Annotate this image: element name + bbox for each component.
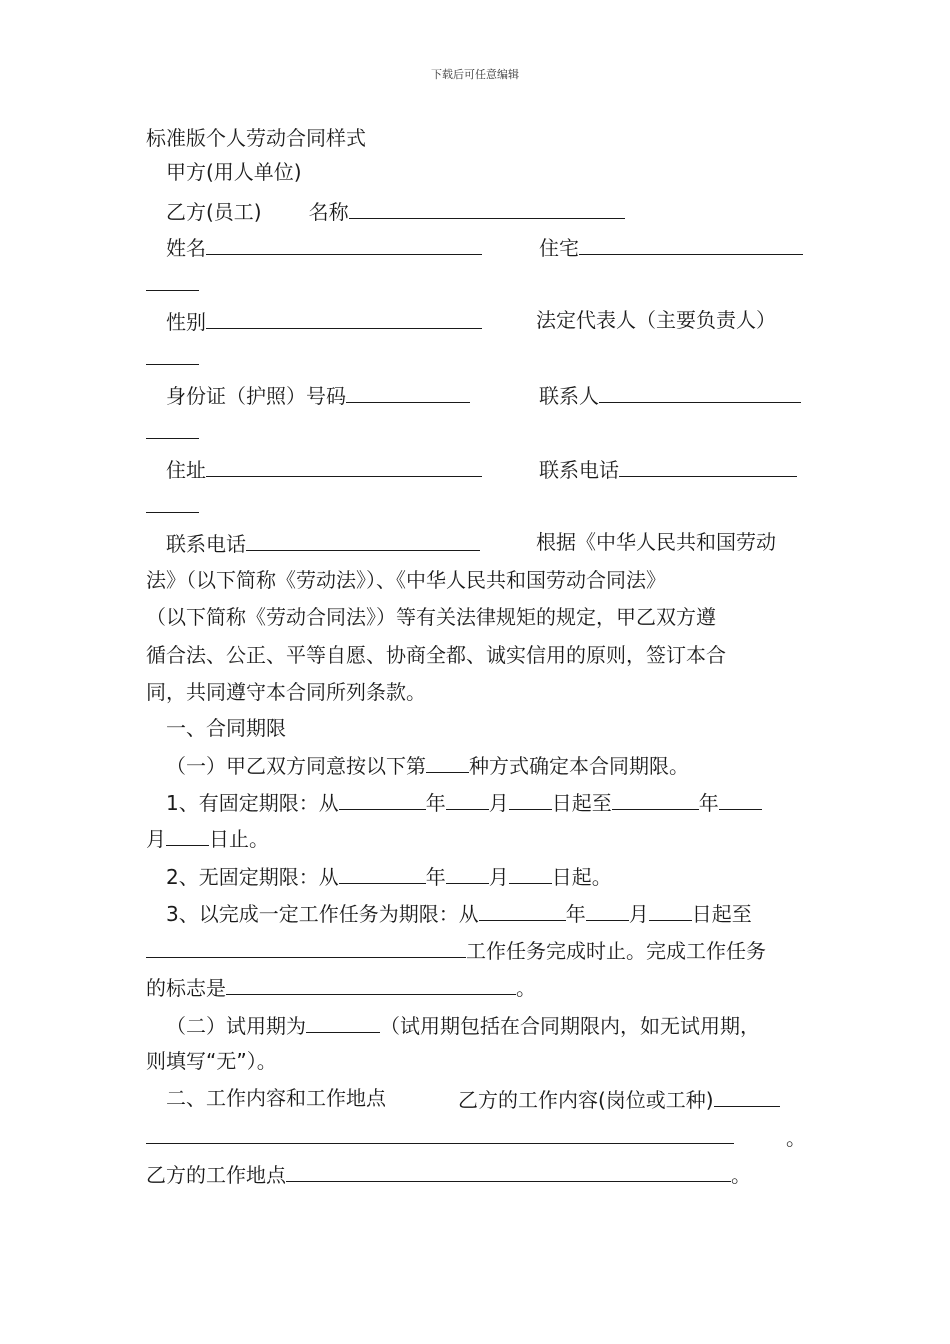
work-place-blank[interactable] (286, 1159, 731, 1182)
party-b-label: 乙方(员工) (166, 200, 262, 224)
item2-month[interactable] (446, 861, 489, 884)
work-content-blank[interactable] (714, 1084, 780, 1107)
method-blank[interactable] (426, 750, 469, 773)
page-title: 标准版个人劳动合同样式 (146, 126, 366, 150)
header-note: 下载后可任意编辑 (431, 68, 519, 81)
zhuzhai-blank-2[interactable] (146, 268, 199, 291)
day-end-text: 日止。 (209, 827, 269, 851)
month-text: 月 (628, 902, 649, 926)
lianxidianhua-blank-2[interactable] (146, 490, 199, 513)
item3-label: 3、以完成一定工作任务为期限：从 (166, 902, 479, 926)
item3-task-blank[interactable] (146, 935, 466, 958)
fading-blank-cont (146, 342, 199, 372)
sec1-2-text-a: （二）试用期为 (166, 1014, 306, 1038)
sec1-2-row (166, 1010, 760, 1040)
item1-row (166, 787, 762, 817)
fading-blank[interactable] (146, 342, 199, 365)
party-b-row (166, 196, 625, 226)
zhuzhai-blank-cont (146, 268, 199, 298)
item3-year[interactable] (479, 898, 566, 921)
item2-day[interactable] (509, 861, 552, 884)
xingbie-row (166, 306, 482, 336)
item3-text-b: 工作任务完成时止。完成工作任务 (466, 939, 766, 963)
xingming-row (166, 232, 482, 262)
sec1-2-text-c: 则填写“无”）。 (146, 1049, 277, 1073)
genju-text: 根据《中华人民共和国劳动 (536, 530, 776, 554)
month-text: 月 (146, 827, 166, 851)
lianxidianhua-blank-cont (146, 490, 199, 520)
item3-row (166, 898, 752, 928)
item1-day-to[interactable] (166, 823, 209, 846)
item1-month-from[interactable] (446, 787, 489, 810)
lianxiren-blank-2[interactable] (146, 416, 199, 439)
name-blank[interactable] (349, 196, 625, 219)
item2-year[interactable] (339, 861, 426, 884)
day-start-text: 日起。 (551, 865, 612, 889)
zhuzhi-row (166, 454, 482, 484)
shenfenzheng-label: 身份证（护照）号码 (166, 384, 346, 408)
zhuzhai-label: 住宅 (539, 236, 579, 260)
item1-day-from[interactable] (509, 787, 552, 810)
item3-month[interactable] (586, 898, 629, 921)
zhuzhai-row (539, 232, 803, 262)
lianxiren-row (539, 380, 801, 410)
day-from-text: 日起至 (551, 791, 612, 815)
period-text: 。 (516, 976, 536, 1000)
work-content-blank-2[interactable] (146, 1121, 734, 1144)
item2-row (166, 861, 612, 891)
sec1-1-text-a: （一）甲乙双方同意按以下第 (166, 754, 426, 778)
para1-line4: 循合法、公正、平等自愿、协商全都、诚实信用的原则，签订本合 (146, 643, 726, 667)
item3-day[interactable] (649, 898, 692, 921)
xingbie-blank[interactable] (206, 306, 482, 329)
item3-mark-blank[interactable] (226, 972, 516, 995)
xingbie-label: 性别 (166, 310, 206, 334)
lianxiren-blank[interactable] (599, 380, 801, 403)
lianxiren-blank-cont (146, 416, 199, 446)
month-text: 月 (488, 791, 509, 815)
zhuzhi-label: 住址 (166, 458, 206, 482)
xingming-label: 姓名 (166, 236, 206, 260)
zhuzhai-blank[interactable] (579, 232, 803, 255)
sec1-1-text-b: 种方式确定本合同期限。 (469, 754, 689, 778)
section2-heading: 二、工作内容和工作地点 (166, 1086, 386, 1110)
shenfenzheng-row (166, 380, 470, 410)
year-text: 年 (698, 791, 719, 815)
item1-month-to[interactable] (719, 787, 762, 810)
party-a-label: 甲方(用人单位) (166, 160, 302, 184)
zhuzhi-blank[interactable] (206, 454, 482, 477)
shenfenzheng-blank[interactable] (346, 380, 470, 403)
work-content-period: 。 (786, 1126, 806, 1150)
work-place-row (146, 1159, 751, 1189)
xingming-blank[interactable] (206, 232, 482, 255)
day-from-text: 日起至 (691, 902, 752, 926)
work-content-row2 (146, 1121, 734, 1151)
sec1-1-row (166, 750, 689, 780)
period-text: 。 (731, 1163, 751, 1187)
item3-row2 (146, 935, 766, 965)
para1-line2: 法》（以下简称《劳动法》）、《中华人民共和国劳动合同法》 (146, 568, 666, 592)
lianxidianhua2-blank[interactable] (246, 528, 480, 551)
section1-heading: 一、合同期限 (166, 716, 286, 740)
work-content-row (458, 1084, 780, 1114)
lianxidianhua-blank[interactable] (619, 454, 797, 477)
item3-text-c: 的标志是 (146, 976, 226, 1000)
month-text: 月 (488, 865, 509, 889)
item1-label: 1、有固定期限：从 (166, 791, 339, 815)
lianxidianhua2-row (166, 528, 480, 558)
lianxidianhua2-label: 联系电话 (166, 532, 246, 556)
para1-line3: （以下简称《劳动合同法》）等有关法律规矩的规定，甲乙双方遵 (146, 605, 716, 629)
trial-blank[interactable] (306, 1010, 380, 1033)
item1-year-to[interactable] (612, 787, 699, 810)
item1-row2 (146, 823, 269, 853)
sec1-2-text-b: （试用期包括在合同期限内，如无试用期， (380, 1014, 760, 1038)
year-text: 年 (425, 791, 446, 815)
item3-row3 (146, 972, 536, 1002)
name-label: 名称 (308, 200, 349, 224)
lianxidianhua-label: 联系电话 (539, 458, 619, 482)
lianxidianhua-row (539, 454, 797, 484)
fading-label: 法定代表人（主要负责人） (536, 308, 776, 332)
item2-label: 2、无固定期限：从 (166, 865, 339, 889)
work-content-label: 乙方的工作内容(岗位或工种) (458, 1088, 714, 1112)
year-text: 年 (425, 865, 446, 889)
para1-line5: 同，共同遵守本合同所列条款。 (146, 680, 426, 704)
lianxiren-label: 联系人 (539, 384, 599, 408)
year-text: 年 (565, 902, 586, 926)
item1-year-from[interactable] (339, 787, 426, 810)
work-place-label: 乙方的工作地点 (146, 1163, 286, 1187)
